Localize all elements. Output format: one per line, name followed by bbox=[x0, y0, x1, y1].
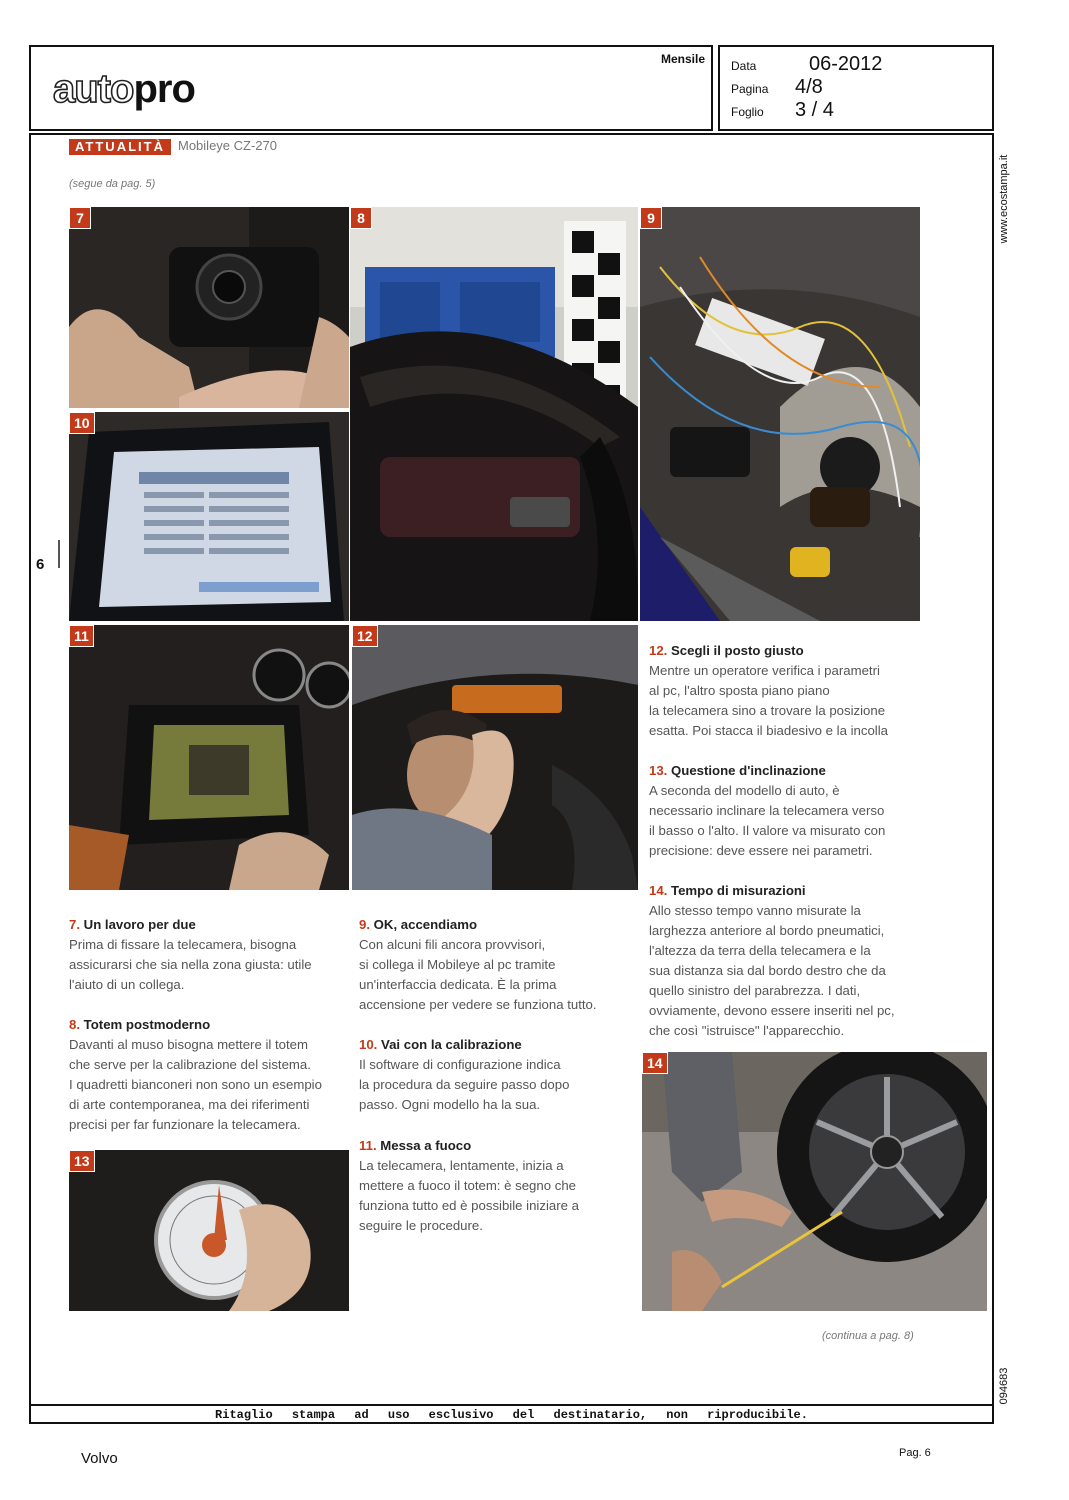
photo-badge: 7 bbox=[69, 207, 91, 229]
reproduction-notice: Ritaglio stampa ad uso esclusivo del destinatario, non riproducibile. bbox=[31, 1404, 992, 1422]
photo-badge: 14 bbox=[642, 1052, 668, 1074]
photo-badge: 13 bbox=[69, 1150, 95, 1172]
photo-7-camera-in-hand bbox=[69, 207, 349, 408]
photo-12-mounting-camera bbox=[352, 625, 638, 890]
photo-10-laptop-software bbox=[69, 412, 349, 621]
caption-10: 10. Vai con la calibrazione Il software di configurazione indica la procedura da seguire passo dopo passo. Ogni modello ha la sua. bbox=[359, 1037, 570, 1112]
continua-note: (continua a pag. 8) bbox=[822, 1330, 914, 1342]
photo-11-laptop-dashboard bbox=[69, 625, 349, 890]
wheel-measurement-illustration bbox=[642, 1052, 987, 1311]
foglio-label: Foglio bbox=[731, 105, 764, 119]
meta-row-data bbox=[731, 53, 882, 75]
header-masthead bbox=[29, 45, 713, 131]
caption-14: 14. Tempo di misurazioni Allo stesso tempo vanno misurate la larghezza anteriore al bordo pneumatici, l'altezza da terra della telecamera e la sua distanza sia dal bordo destro che da quello sinistro del parabrezza. I dati, ovviamente, devono essere inseriti nel pc, che così "istruisce" l'apparecchio. bbox=[649, 883, 895, 1038]
autopro-logo: autopro bbox=[53, 67, 195, 111]
photo-badge: 8 bbox=[350, 207, 372, 229]
inclinometer-illustration bbox=[69, 1150, 349, 1311]
caption-12: 12. Scegli il posto giusto Mentre un operatore verifica i parametri al pc, l'altro sposta piano piano la telecamera sino a trovare la posizione esatta. Poi stacca il biadesivo e la incolla bbox=[649, 643, 888, 738]
laptop-photo-illustration bbox=[69, 412, 349, 621]
caption-9: 9. OK, accendiamo Con alcuni fili ancora provvisori, si collega il Mobileye al pc tramite un'interfaccia dedicata. È la prima accensione per vedere se funziona tutto. bbox=[359, 917, 597, 1012]
foglio-value: 3 / 4 bbox=[795, 99, 834, 121]
side-url: www.ecostampa.it bbox=[998, 154, 1010, 244]
caption-11: 11. Messa a fuoco La telecamera, lentamente, inizia a mettere a fuoco il totem: è segno che funziona tutto ed è possibile iniziare a seguire le procedure. bbox=[359, 1138, 579, 1233]
side-code: 094683 bbox=[998, 1367, 1010, 1405]
wiring-photo-illustration bbox=[640, 207, 920, 621]
photo-badge: 12 bbox=[352, 625, 378, 647]
laptop-dashboard-illustration bbox=[69, 625, 349, 890]
footer-brand: Volvo bbox=[81, 1450, 118, 1467]
photo-badge: 9 bbox=[640, 207, 662, 229]
header-meta-box bbox=[718, 45, 994, 131]
data-label: Data bbox=[731, 59, 757, 73]
photo-13-inclinometer bbox=[69, 1150, 349, 1311]
totem-photo-illustration bbox=[350, 207, 638, 621]
footer-page-number: Pag. 6 bbox=[899, 1447, 931, 1459]
section-subject: Mobileye CZ-270 bbox=[178, 138, 277, 153]
page-marker bbox=[58, 540, 60, 568]
caption-13: 13. Questione d'inclinazione A seconda del modello di auto, è necessario inclinare la telecamera verso il basso o l'alto. Il valore va misurato con precisione: deve essere nei parametri. bbox=[649, 763, 886, 858]
camera-photo-illustration bbox=[69, 207, 349, 408]
photo-badge: 10 bbox=[69, 412, 95, 434]
meta-row-foglio bbox=[731, 99, 834, 121]
periodicity-label: Mensile bbox=[660, 52, 705, 66]
photo-8-totem-calibration bbox=[350, 207, 638, 621]
photo-14-wheel-measurement bbox=[642, 1052, 987, 1311]
mounting-photo-illustration bbox=[352, 625, 638, 890]
photo-badge: 11 bbox=[69, 625, 94, 647]
data-value: 06-2012 bbox=[809, 53, 883, 75]
pagina-label: Pagina bbox=[731, 82, 769, 96]
section-tag: ATTUALITÀ bbox=[69, 139, 171, 155]
pagina-value: 4/8 bbox=[795, 76, 823, 98]
caption-7: 7. Un lavoro per due Prima di fissare la telecamera, bisogna assicurarsi che sia nella zona giusta: utile l'aiuto di un collega. bbox=[69, 917, 312, 992]
meta-row-pagina bbox=[731, 76, 823, 98]
photo-9-wiring bbox=[640, 207, 920, 621]
caption-8: 8. Totem postmoderno Davanti al muso bisogna mettere il totem che serve per la calibrazione del sistema. I quadretti bianconeri non sono un esempio di arte contemporanea, ma dei riferimenti precisi per far funzionare la telecamera. bbox=[69, 1017, 322, 1132]
page-number: 6 bbox=[36, 556, 45, 573]
segue-note: (segue da pag. 5) bbox=[69, 178, 156, 190]
